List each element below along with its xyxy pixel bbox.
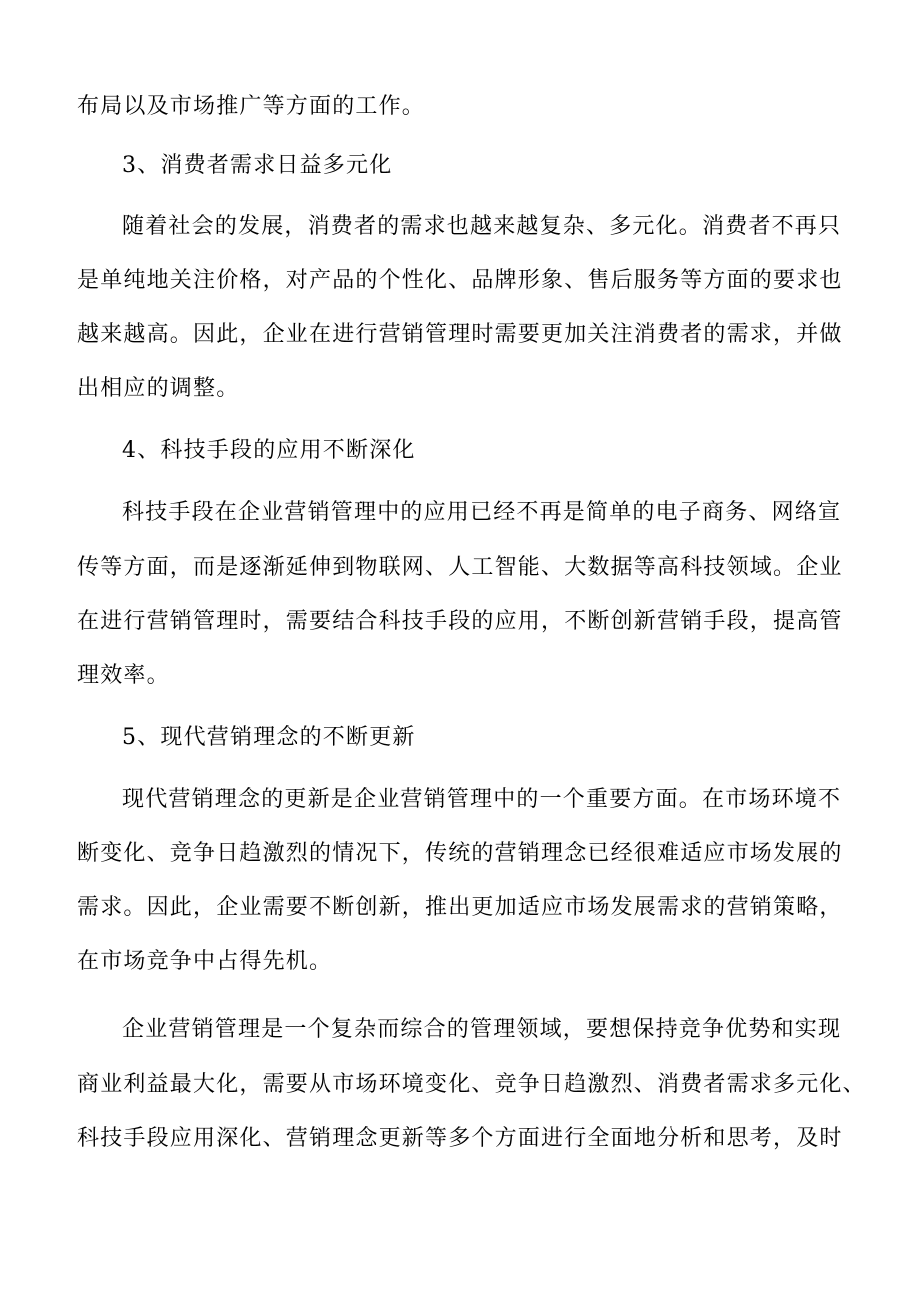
section-heading-3: 3、消费者需求日益多元化 [122,153,393,178]
paragraph-line: 断变化、竞争日趋激烈的情况下，传统的营销理念已经很难适应市场发展的 [77,841,843,866]
paragraph-line: 企业营销管理是一个复杂而综合的管理领域，要想保持竞争优势和实现 [122,1017,842,1042]
section-heading-5: 5、现代营销理念的不断更新 [122,725,416,750]
paragraph-line: 需求。因此，企业需要不断创新，推出更加适应市场发展需求的营销策略， [77,895,843,920]
paragraph-line: 布局以及市场推广等方面的工作。 [77,94,426,119]
paragraph-line: 科技手段在企业营销管理中的应用已经不再是简单的电子商务、网络宣 [122,500,842,525]
paragraph-line: 随着社会的发展，消费者的需求也越来越复杂、多元化。消费者不再只 [122,214,842,239]
paragraph-line: 商业利益最大化，需要从市场环境变化、竞争日趋激烈、消费者需求多元化、 [77,1072,866,1097]
paragraph-line: 传等方面，而是逐渐延伸到物联网、人工智能、大数据等高科技领域。企业 [77,555,843,580]
paragraph-line: 出相应的调整。 [77,376,240,401]
paragraph-line: 在市场竞争中占得先机。 [77,949,333,974]
paragraph-line: 理效率。 [77,663,170,688]
section-heading-4: 4、科技手段的应用不断深化 [122,438,416,463]
paragraph-line: 现代营销理念的更新是企业营销管理中的一个重要方面。在市场环境不 [122,787,842,812]
paragraph-line: 越来越高。因此，企业在进行营销管理时需要更加关注消费者的需求，并做 [77,322,843,347]
paragraph-line: 科技手段应用深化、营销理念更新等多个方面进行全面地分析和思考，及时 [77,1126,843,1151]
paragraph-line: 是单纯地关注价格，对产品的个性化、品牌形象、售后服务等方面的要求也 [77,268,843,293]
paragraph-line: 在进行营销管理时，需要结合科技手段的应用，不断创新营销手段，提高管 [77,609,843,634]
